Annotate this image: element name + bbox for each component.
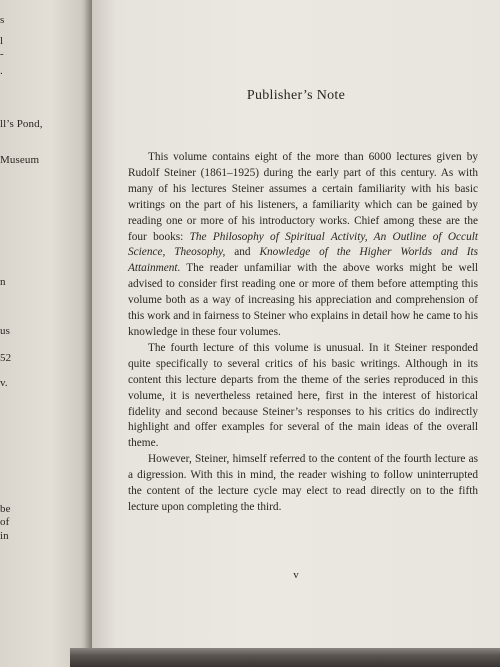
facing-page-text-fragment: 52 bbox=[0, 352, 12, 364]
paragraph-text: The fourth lecture of this volume is unusual. In it Steiner responded quite specifically to several critics of his basic writings. Although in its content this lecture departs from the theme of the series reproduced in this volume, it is nevertheless retained here, first in the interest of historical fidelity and second because Steiner’s responses to his critics do indirectly highlight and offer examples for several of the main ideas of the overall theme. bbox=[128, 341, 478, 450]
body-paragraph bbox=[128, 341, 478, 452]
facing-page-text-fragment: n bbox=[0, 276, 6, 288]
body-paragraph bbox=[128, 150, 478, 341]
paragraph-text: The reader unfamiliar with the above works might be well advised to consider first reading one or more of them before attempting this volume both as a way of increasing his appreciation and comprehension of this work and in fairness to Steiner who explains in detail how he came to his knowledge in these four volumes. bbox=[128, 262, 478, 338]
facing-page-text-fragment: us bbox=[0, 325, 10, 337]
main-page bbox=[92, 0, 500, 650]
facing-page-text-fragment: be bbox=[0, 503, 11, 515]
page-title: Publisher’s Note bbox=[246, 88, 346, 103]
facing-page bbox=[0, 0, 92, 667]
book-title-text: The Philosophy of Spiritual Activity, An Outline of Occult Science, Theosophy, bbox=[128, 230, 478, 259]
book-title-text: Knowledge of the Higher Worlds and Its Attainment. bbox=[128, 246, 478, 275]
facing-page-text-fragment: ll’s Pond, bbox=[0, 118, 43, 130]
facing-page-text-fragment: s bbox=[0, 14, 5, 26]
facing-page-text-fragment: in bbox=[0, 530, 9, 542]
paragraph-text: However, Steiner, himself referred to the content of the fourth lecture as a digression. With this in mind, the reader wishing to follow uninterrupted the content of the lecture cycle may elect to read directly on to the fifth lecture upon completing the third. bbox=[128, 453, 478, 513]
paragraph-text: and bbox=[225, 246, 260, 259]
facing-page-text-fragment: . bbox=[0, 65, 3, 77]
publishers-note-body bbox=[128, 150, 478, 516]
page-edge bbox=[70, 648, 500, 667]
facing-page-text-fragment: Museum bbox=[0, 154, 40, 166]
body-paragraph bbox=[128, 452, 478, 516]
facing-page-text-fragment: of bbox=[0, 516, 10, 528]
page-number: v bbox=[293, 569, 299, 581]
facing-page-text-fragment: v. bbox=[0, 377, 8, 389]
facing-page-text-fragment: - bbox=[0, 48, 4, 60]
facing-page-text-fragment: l bbox=[0, 35, 4, 47]
paragraph-text: This volume contains eight of the more than 6000 lectures given by Rudolf Steiner (1861–1925) during the early part of this century. As with many of his lectures Steiner assumes a certain familiarity with his basic writings on the part of his listeners, a familiarity which can be gained by reading one or more of his introductory works. Chief among these are the four books: bbox=[128, 151, 478, 243]
